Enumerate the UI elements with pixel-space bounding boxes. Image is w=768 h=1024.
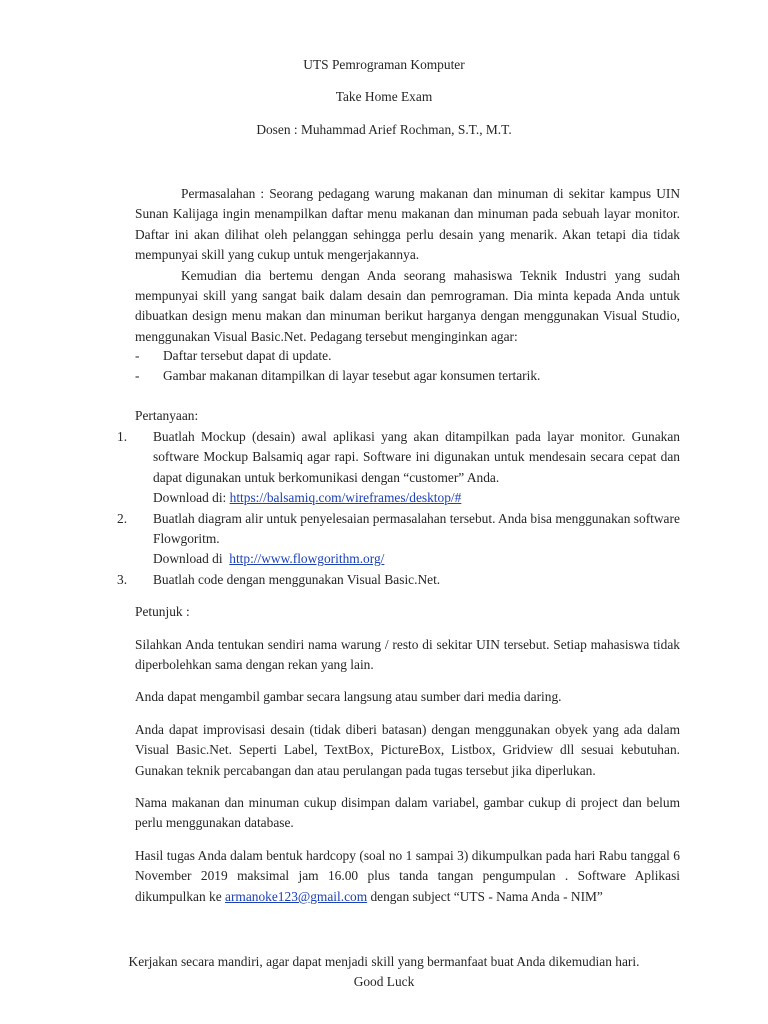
flowgorithm-link[interactable]: http://www.flowgorithm.org/ <box>229 551 385 567</box>
email-link[interactable]: armanoke123@gmail.com <box>225 888 368 904</box>
question-3: 3. Buatlah code dengan menggunakan Visual Basic.Net. <box>117 571 441 587</box>
hint-paragraph-4: Nama makanan dan minuman cukup disimpan dalam variabel, gambar cukup di project dan belum perlu menggunakan database. <box>135 795 680 831</box>
doc-subtitle: Take Home Exam <box>335 89 433 104</box>
list-item: - Gambar makanan ditampilkan di layar tesebut agar konsumen tertarik. <box>135 368 541 384</box>
problem-paragraph-1: Permasalahan : Seorang pedagang warung makanan dan minuman di sekitar kampus UIN Sunan Kalijaga ingin menampilkan daftar menu makanan dan minuman pada sebuah layar monitor. Daftar ini akan dilihat oleh pelanggan sehingga perlu desain yang menarik. Akan tetapi dia tidak mempunyai skill yang cukup untuk mengerjakannya. <box>135 186 680 263</box>
requirement-list <box>135 346 680 387</box>
hint-paragraph-2: Anda dapat mengambil gambar secara langsung atau sumber dari media daring. <box>135 689 562 704</box>
hint-paragraph-1: Silahkan Anda tentukan sendiri nama warung / resto di sekitar UIN tersebut. Setiap mahasiswa tidak diperbolehkan sama dengan rekan yang lain. <box>135 637 680 673</box>
download-line-2: Download di http://www.flowgorithm.org/ <box>153 551 385 567</box>
doc-title: UTS Pemrograman Komputer <box>303 57 465 72</box>
footer-message: Kerjakan secara mandiri, agar dapat menjadi skill yang bermanfaat buat Anda dikemudian hari. <box>128 954 640 969</box>
hints-heading: Petunjuk : <box>135 604 190 619</box>
problem-section <box>135 184 680 347</box>
problem-paragraph-2: Kemudian dia bertemu dengan Anda seorang mahasiswa Teknik Industri yang sudah mempunyai skill yang sangat baik dalam desain dan pemrograman. Dia minta kepada Anda untuk dibuatkan design menu makan dan minuman berikut harganya dengan menggunakan Visual Studio, menggunakan Visual Basic.Net. Pedagang tersebut menginginkan agar: <box>135 267 680 344</box>
question-2: 2. Buatlah diagram alir untuk penyelesaian permasalahan tersebut. Anda bisa menggunakan software Flowgoritm. Download di http://www.flowgorithm.org/ <box>135 509 680 570</box>
hint-paragraph-3: Anda dapat improvisasi desain (tidak diberi batasan) dengan menggunakan obyek yang ada dalam Visual Basic.Net. Seperti Label, TextBox, PictureBox, Listbox, Gridview dll sesuai kebutuhan. Gunakan teknik percabangan dan atau perulangan pada tugas tersebut jika diperlukan. <box>135 722 680 778</box>
footer-signoff: Good Luck <box>353 974 415 989</box>
balsamiq-link[interactable]: https://balsamiq.com/wireframes/desktop/# <box>229 490 462 506</box>
hint-paragraph-5: Hasil tugas Anda dalam bentuk hardcopy (soal no 1 sampai 3) dikumpulkan pada hari Rabu tanggal 6 November 2019 maksimal jam 16.00 plus tanda tangan pengumpulan . Software Aplikasi dikumpulkan ke armanoke123@gmail.com dengan subject “UTS - Nama Anda - NIM” <box>135 848 680 904</box>
lecturer-line: Dosen : Muhammad Arief Rochman, S.T., M.T. <box>256 122 512 137</box>
question-1: 1. Buatlah Mockup (desain) awal aplikasi yang akan ditampilkan pada layar monitor. Gunakan software Mockup Balsamiq agar rapi. Software ini digunakan untuk mendesain secara cepat dan dapat digunakan untuk berkomunikasi dengan “customer” Anda. Download di: https://balsamiq.com/wireframes/desktop/# <box>135 427 680 509</box>
list-item: - Daftar tersebut dapat di update. <box>135 348 332 363</box>
download-line-1: Download di: https://balsamiq.com/wireframes/desktop/# <box>153 490 462 506</box>
question-list <box>117 427 680 590</box>
questions-heading: Pertanyaan: <box>135 408 199 423</box>
